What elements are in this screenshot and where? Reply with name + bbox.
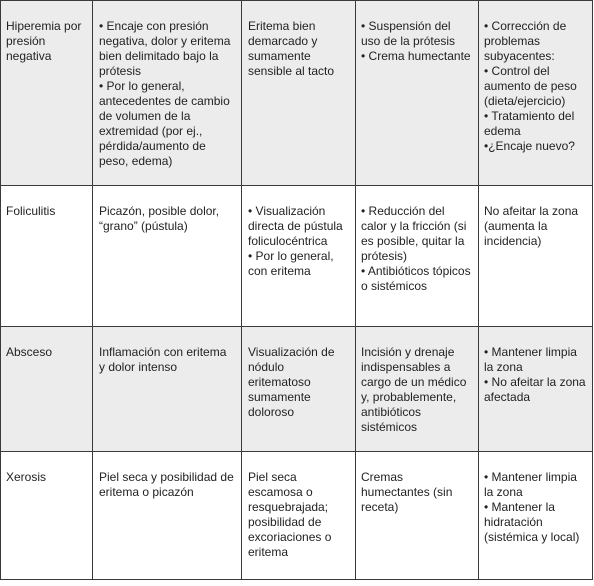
prevention-cell <box>479 452 593 580</box>
cause-line: • Por lo general, antecedentes de cambio de volumen de la extremidad (por ej., pérdida/aumento de peso, edema) <box>99 79 230 168</box>
condition-cell <box>1 186 93 327</box>
prevention-line: • Mantener limpia la zona <box>484 345 577 374</box>
prevention-line: • Mantener la hidratación (sistémica y local) <box>484 500 580 544</box>
table-row <box>1 327 593 452</box>
condition-cell <box>1 1 93 186</box>
treatment-line: Cremas humectantes (sin receta) <box>361 470 453 514</box>
condition-name: Absceso <box>6 345 53 359</box>
signs-line: Eritema bien demarcado y sumamente sensible al tacto <box>248 19 335 78</box>
treatment-cell <box>356 186 479 327</box>
prevention-line: •¿Encaje nuevo? <box>484 139 575 153</box>
prevention-line: No afeitar la zona (aumenta la incidencia) <box>484 204 579 248</box>
treatment-line: • Antibióticos tópicos o sistémicos <box>361 264 471 293</box>
prevention-line: • No afeitar la zona afectada <box>484 375 586 404</box>
prevention-line: • Tratamiento del edema <box>484 109 575 138</box>
condition-name: Foliculitis <box>6 204 56 218</box>
condition-name: Hiperemia por presión negativa <box>6 19 82 63</box>
treatment-line: Incisión y drenaje indispensables a cargo de un médico y, probablemente, antibióticos sistémicos <box>361 345 467 434</box>
treatment-cell <box>356 452 479 580</box>
signs-cell <box>242 327 356 452</box>
cause-cell <box>93 186 242 327</box>
cause-line: Picazón, posible dolor, “grano” (pústula) <box>99 204 220 233</box>
signs-line: Visualización de nódulo eritematoso sumamente doloroso <box>248 345 335 419</box>
prevention-cell <box>479 327 593 452</box>
signs-line: • Visualización directa de pústula foliculocéntrica <box>248 204 343 248</box>
prevention-cell <box>479 1 593 186</box>
cause-line: • Encaje con presión negativa, dolor y eritema bien delimitado bajo la prótesis <box>99 19 231 78</box>
treatment-cell <box>356 327 479 452</box>
cause-cell <box>93 1 242 186</box>
cause-cell <box>93 452 242 580</box>
table-row <box>1 452 593 580</box>
treatment-line: • Reducción del calor y la fricción (si es posible, quitar la prótesis) <box>361 204 467 263</box>
signs-cell <box>242 452 356 580</box>
signs-cell <box>242 1 356 186</box>
prevention-line: • Control del aumento de peso (dieta/ejercicio) <box>484 64 577 108</box>
table-row <box>1 1 593 186</box>
condition-cell <box>1 327 93 452</box>
condition-cell <box>1 452 93 580</box>
prevention-cell <box>479 186 593 327</box>
prevention-line: • Mantener limpia la zona <box>484 470 577 499</box>
signs-line: Piel seca escamosa o resquebrajada; posibilidad de excoriaciones o eritema <box>248 470 332 559</box>
signs-cell <box>242 186 356 327</box>
table-row <box>1 186 593 327</box>
cause-line: Piel seca y posibilidad de eritema o picazón <box>99 470 234 499</box>
prevention-line: • Corrección de problemas subyacentes: <box>484 19 567 63</box>
treatment-cell <box>356 1 479 186</box>
signs-line: • Por lo general, con eritema <box>248 249 334 278</box>
treatment-line: • Crema humectante <box>361 49 471 63</box>
treatment-line: • Suspensión del uso de la prótesis <box>361 19 456 48</box>
cause-line: Inflamación con eritema y dolor intenso <box>99 345 227 374</box>
cause-cell <box>93 327 242 452</box>
condition-name: Xerosis <box>6 470 47 484</box>
